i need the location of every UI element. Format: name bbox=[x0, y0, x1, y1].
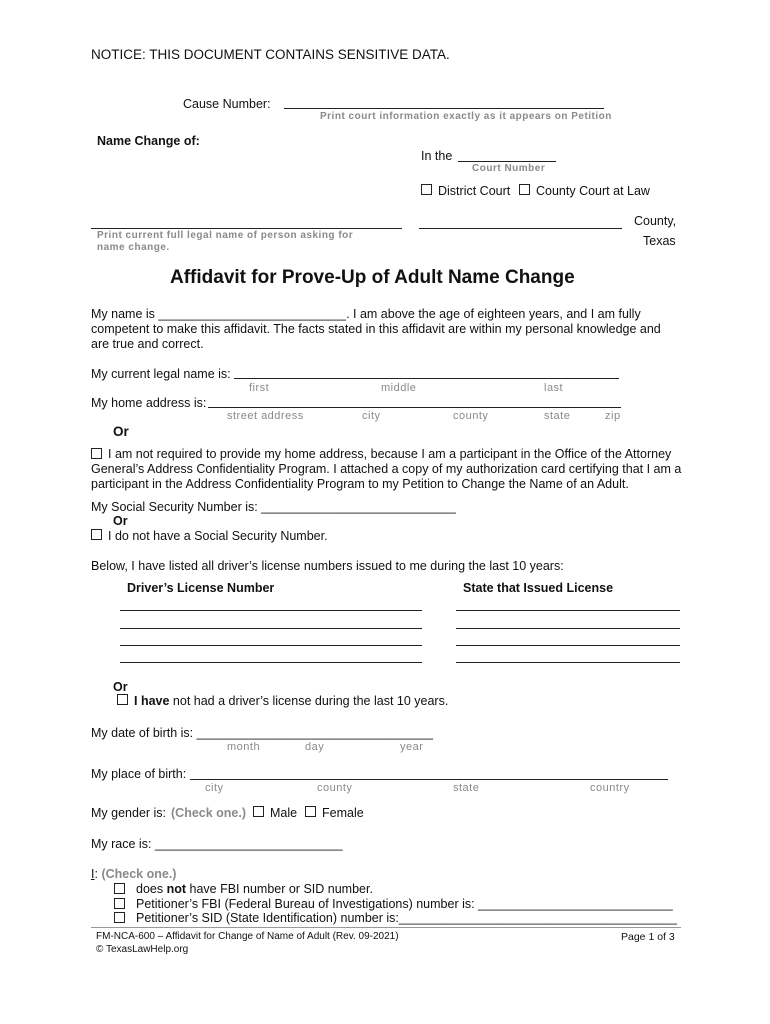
ssn-label: My Social Security Number is: ____________________________ bbox=[91, 500, 456, 514]
confidentiality-checkbox[interactable] bbox=[91, 448, 102, 459]
race-label: My race is: ___________________________ bbox=[91, 837, 343, 851]
license-number-field-4[interactable] bbox=[120, 662, 422, 663]
legal-name-field[interactable] bbox=[234, 378, 619, 379]
confidentiality-line-2: General’s Address Confidentiality Program. I attached a copy of my authorization card certifying that I am a bbox=[91, 462, 682, 476]
no-license-label bbox=[134, 694, 448, 709]
confidentiality-line-1: I am not required to provide my home address, because I am a participant in the Office of the Attorney bbox=[108, 447, 672, 461]
intro-line-3: are true and correct. bbox=[91, 337, 204, 351]
license-number-field-2[interactable] bbox=[120, 628, 422, 629]
footer-site: © TexasLawHelp.org bbox=[96, 944, 189, 955]
license-intro: Below, I have listed all driver’s license numbers issued to me during the last 10 years: bbox=[91, 559, 564, 573]
dob-month-caption: month bbox=[227, 741, 261, 753]
license-state-field-1[interactable] bbox=[456, 610, 680, 611]
fbi-number-label: Petitioner’s FBI (Federal Bureau of Investigations) number is: ____________________________ bbox=[136, 897, 673, 911]
pob-field[interactable] bbox=[190, 779, 668, 780]
street-caption: street address bbox=[227, 410, 304, 422]
pob-label: My place of birth: bbox=[91, 767, 187, 781]
no-license-checkbox[interactable] bbox=[117, 694, 128, 705]
home-address-field[interactable] bbox=[208, 407, 621, 408]
document-title: Affidavit for Prove-Up of Adult Name Change bbox=[170, 267, 575, 288]
license-state-field-4[interactable] bbox=[456, 662, 680, 663]
county-court-label: County Court at Law bbox=[536, 184, 650, 198]
home-address-label: My home address is: bbox=[91, 396, 207, 410]
pob-county-caption: county bbox=[317, 782, 353, 794]
no-fbi-b: not bbox=[166, 882, 187, 896]
petitioner-name-field[interactable] bbox=[91, 228, 402, 229]
dob-label: My date of birth is: __________________________________ bbox=[91, 726, 433, 740]
cause-number-note: Print court information exactly as it appears on Petition bbox=[320, 111, 612, 122]
sensitive-data-notice: NOTICE: THIS DOCUMENT CONTAINS SENSITIVE DATA. bbox=[91, 47, 450, 62]
footer-rule bbox=[91, 927, 681, 928]
petitioner-name-note: Print current full legal name of person asking for name change. bbox=[97, 230, 354, 253]
no-fbi-a: does bbox=[136, 882, 167, 896]
name-change-label: Name Change of: bbox=[97, 134, 200, 148]
license-number-field-3[interactable] bbox=[120, 645, 422, 646]
dob-day-caption: day bbox=[305, 741, 325, 753]
court-number-note: Court Number bbox=[472, 163, 546, 174]
license-number-field-1[interactable] bbox=[120, 610, 422, 611]
male-label: Male bbox=[270, 806, 298, 820]
sid-number-checkbox[interactable] bbox=[114, 912, 125, 923]
male-checkbox[interactable] bbox=[253, 806, 264, 817]
fbi-number-checkbox[interactable] bbox=[114, 898, 125, 909]
female-checkbox[interactable] bbox=[305, 806, 316, 817]
fbi-sid-i: I bbox=[91, 867, 95, 881]
fbi-sid-label: I: (Check one.) bbox=[91, 867, 177, 881]
pob-state-caption: state bbox=[453, 782, 480, 794]
confidentiality-line-3: participant in the Address Confidentiality Program to my Petition to Change the Name of an Adult. bbox=[91, 477, 629, 491]
no-fbi-checkbox[interactable] bbox=[114, 883, 125, 894]
footer-page-number: Page 1 of 3 bbox=[621, 931, 675, 943]
no-ssn-checkbox[interactable] bbox=[91, 529, 102, 540]
fbi-sid-hint: (Check one.) bbox=[101, 867, 177, 881]
county-court-checkbox[interactable] bbox=[519, 184, 530, 195]
or-label-1: Or bbox=[113, 424, 129, 439]
sid-number-label: Petitioner’s SID (State Identification) number is:________________________________________ bbox=[136, 911, 677, 925]
or-label-3: Or bbox=[113, 680, 128, 694]
county-caption: county bbox=[453, 410, 489, 422]
cause-number-label: Cause Number: bbox=[183, 97, 271, 111]
gender-hint: (Check one.) bbox=[171, 806, 247, 820]
county-name-field[interactable] bbox=[419, 228, 622, 229]
or-label-2: Or bbox=[113, 514, 128, 528]
district-court-checkbox[interactable] bbox=[421, 184, 432, 195]
city-caption: city bbox=[362, 410, 381, 422]
pob-city-caption: city bbox=[205, 782, 224, 794]
county-label: County, bbox=[634, 214, 677, 228]
gender-label: My gender is: bbox=[91, 806, 167, 820]
zip-caption: zip bbox=[605, 410, 621, 422]
intro-line-2: competent to make this affidavit. The facts stated in this affidavit are within my personal knowledge and bbox=[91, 322, 661, 336]
in-the-label: In the bbox=[421, 149, 453, 163]
last-name-caption: last bbox=[544, 382, 564, 394]
no-fbi-label bbox=[136, 882, 373, 897]
intro-line-1: My name is ___________________________. I am above the age of eighteen years, and I am fully bbox=[91, 307, 641, 321]
license-state-header: State that Issued License bbox=[463, 581, 614, 595]
texas-label: Texas bbox=[643, 234, 676, 248]
no-fbi-c: have FBI number or SID number. bbox=[186, 882, 373, 896]
license-number-header: Driver’s License Number bbox=[127, 581, 275, 595]
first-name-caption: first bbox=[249, 382, 270, 394]
legal-name-label: My current legal name is: bbox=[91, 367, 231, 381]
female-label: Female bbox=[322, 806, 364, 820]
license-state-field-3[interactable] bbox=[456, 645, 680, 646]
cause-number-field[interactable] bbox=[284, 108, 604, 109]
district-court-label: District Court bbox=[438, 184, 511, 198]
court-number-field[interactable] bbox=[458, 161, 556, 162]
no-license-bold: I have bbox=[134, 694, 170, 708]
license-state-field-2[interactable] bbox=[456, 628, 680, 629]
middle-name-caption: middle bbox=[381, 382, 417, 394]
state-caption: state bbox=[544, 410, 571, 422]
pob-country-caption: country bbox=[590, 782, 630, 794]
no-license-rest: not had a driver’s license during the last 10 years. bbox=[169, 694, 449, 708]
footer-form-id: FM-NCA-600 – Affidavit for Change of Name of Adult (Rev. 09-2021) bbox=[96, 931, 399, 942]
no-ssn-label: I do not have a Social Security Number. bbox=[108, 529, 328, 543]
dob-year-caption: year bbox=[400, 741, 424, 753]
